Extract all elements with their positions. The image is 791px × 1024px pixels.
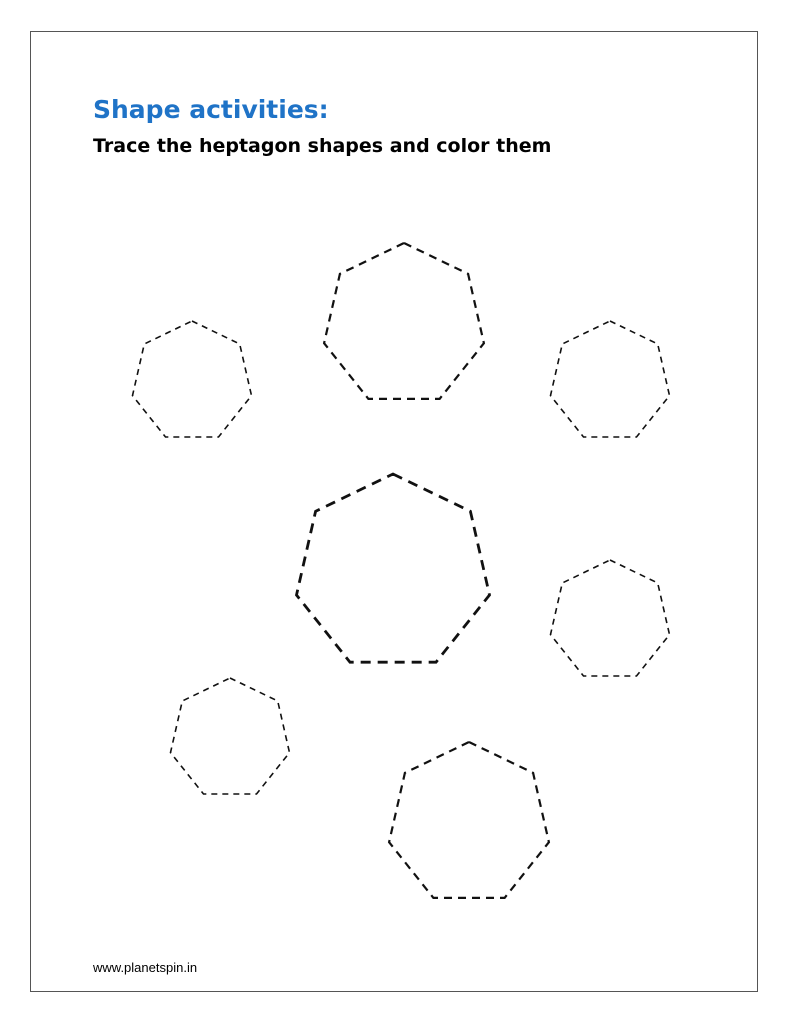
heptagon-top-right bbox=[551, 321, 670, 437]
worksheet-instruction: Trace the heptagon shapes and color them bbox=[93, 135, 552, 157]
website-footer: www.planetspin.in bbox=[93, 960, 198, 975]
heptagon-top-left bbox=[133, 321, 252, 437]
heptagon-bottom-center bbox=[389, 742, 549, 898]
heptagon-top-center bbox=[324, 243, 484, 399]
heptagon-middle-right bbox=[551, 560, 670, 676]
heptagon-bottom-left bbox=[171, 678, 290, 794]
heptagon-middle-center bbox=[297, 474, 490, 662]
worksheet-title: Shape activities: bbox=[93, 95, 329, 124]
